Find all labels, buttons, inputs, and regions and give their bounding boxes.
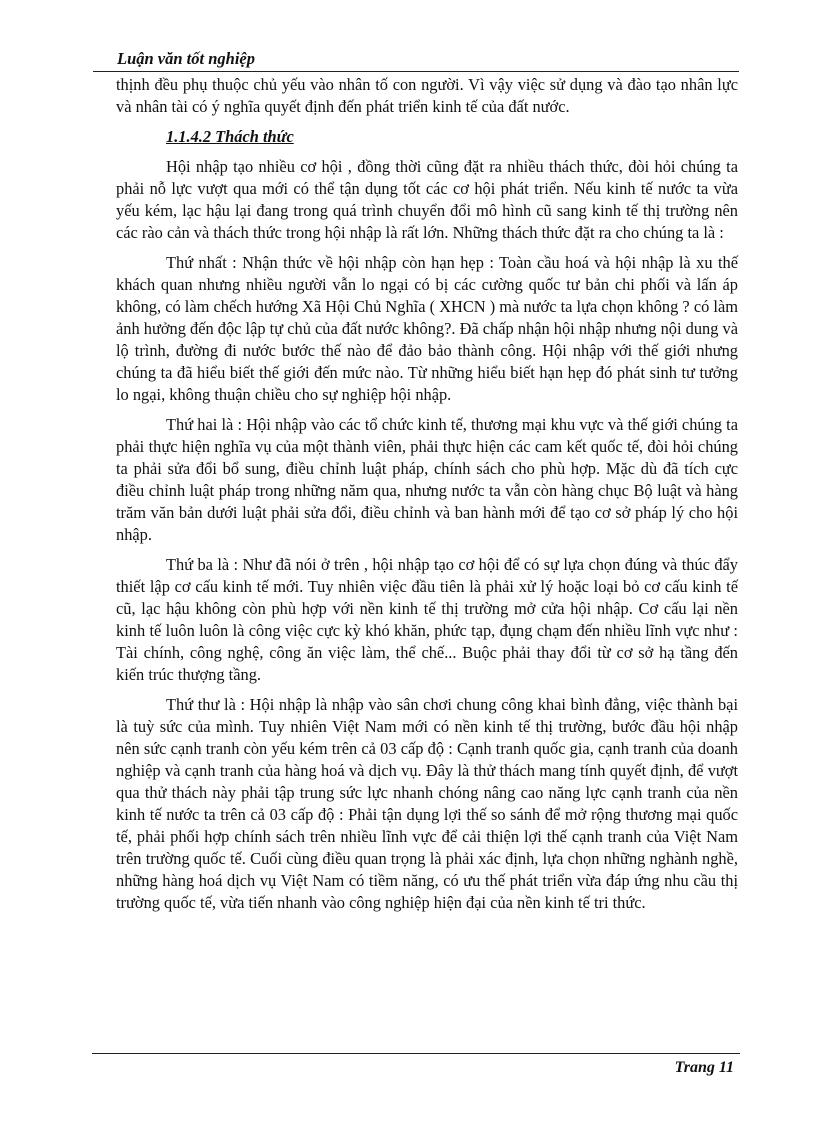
paragraph-fourth-challenge: Thứ thư là : Hội nhập là nhập vào sân chơi chung công khai bình đẳng, việc thành bại là tuỳ sức của mình. Tuy nhiên Việt Nam mới có nền kinh tế thị trường, bước đầu hội nhập nên sức cạnh tranh còn yếu kém trên cả 03 cấp độ : Cạnh tranh quốc gia, cạnh tranh của doanh nghiệp và cạnh tranh của hàng hoá và dịch vụ. Đây là thử thách mang tính quyết định, để vượt qua thử thách này phải tập trung sức lực nhanh chóng nâng cao năng lực cạnh tranh của nền kinh tế nước ta trên cả 03 cấp độ : Phải tận dụng lợi thế so sánh để mở rộng thương mại quốc tế, phải phối hợp chính sách trên nhiều lĩnh vực để cải thiện lợi thế cạnh tranh của Việt Nam trên trường quốc tế. Cuối cùng điều quan trọng là phải xác định, lựa chọn những nghành nghề, những hàng hoá dịch vụ Việt Nam có tiềm năng, có ưu thế phát triển vừa đáp ứng nhu cầu thị trường quốc tế, vừa tiến nhanh vào công nghiệp hiện đại của nền kinh tế tri thức. <box>116 695 738 912</box>
body-text <box>116 74 738 914</box>
running-header-title: Luận văn tốt nghiệp <box>117 49 255 68</box>
section-heading: 1.1.4.2 Thách thức <box>166 127 294 146</box>
paragraph-first-challenge: Thứ nhất : Nhận thức về hội nhập còn hạn hẹp : Toàn cầu hoá và hội nhập là xu thế khách quan nhưng nhiều người vẫn lo ngại có bị các cường quốc tư bản chi phối và lấn áp không, có làm chếch hướng Xã Hội Chủ Nghĩa ( XHCN ) mà nước ta lựa chọn không ? có làm ảnh hưởng đến độc lập tự chủ của đất nước không?. Đã chấp nhận hội nhập nhưng nội dung và lộ trình, đường đi nước bước thế nào để đảo bảo thành công. Hội nhập với thế giới nhưng chúng ta đã hiểu biết thế giới đến mức nào. Từ những hiểu biết hạn hẹp đó phát sinh tư tưởng lo ngại, không thuận chiều cho sự nghiệp hội nhập. <box>116 253 738 404</box>
footer-divider <box>92 1053 740 1054</box>
paragraph-intro: Hội nhập tạo nhiều cơ hội , đồng thời cũng đặt ra nhiều thách thức, đòi hỏi chúng ta phải nỗ lực vượt qua mới có thể tận dụng tốt các cơ hội phát triển. Nếu kinh tế nước ta vừa yếu kém, lạc hậu lại đang trong quá trình chuyển đổi mô hình cũ sang kinh tế thị trường nên các rào cản và thách thức trong hội nhập là rất lớn. Những thách thức đặt ra cho chúng ta là : <box>116 157 738 242</box>
paragraph-third-challenge: Thứ ba là : Như đã nói ở trên , hội nhập tạo cơ hội để có sự lựa chọn đúng và thúc đẩy thiết lập cơ cấu kinh tế mới. Tuy nhiên việc đầu tiên là phải xử lý hoặc loại bỏ cơ cấu kinh tế cũ, lạc hậu không còn phù hợp với nền kinh tế thị trường mở cửa hội nhập. Cơ cấu lại nền kinh tế luôn luôn là công việc cực kỳ khó khăn, phức tạp, đụng chạm đến nhiều lĩnh vực như : Tài chính, công nghệ, công ăn việc làm, thể chế... Buộc phải thay đổi từ cơ sở hạ tầng đến kiến trúc thượng tầng. <box>116 555 738 684</box>
continuation-paragraph: thịnh đều phụ thuộc chủ yếu vào nhân tố con người. Vì vậy việc sử dụng và đào tạo nhân lực và nhân tài có ý nghĩa quyết định đến phát triển kinh tế của đất nước. <box>116 75 738 116</box>
page-number: Trang 11 <box>674 1059 734 1076</box>
paragraph-second-challenge: Thứ hai là : Hội nhập vào các tổ chức kinh tế, thương mại khu vực và thế giới chúng ta phải thực hiện nghĩa vụ của một thành viên, phải thực hiện các cam kết quốc tế, đòi hỏi chúng ta phải sửa đổi bổ sung, điều chỉnh luật pháp, chính sách cho phù hợp. Mặc dù đã tích cực điều chỉnh luật pháp trong những năm qua, nhưng nước ta vẫn còn hàng chục Bộ luật và hàng trăm văn bản dưới luật phải sửa đổi, điều chỉnh và ban hành mới để tạo cơ sở pháp lý cho hội nhập. <box>116 415 738 544</box>
header-divider <box>93 71 739 72</box>
